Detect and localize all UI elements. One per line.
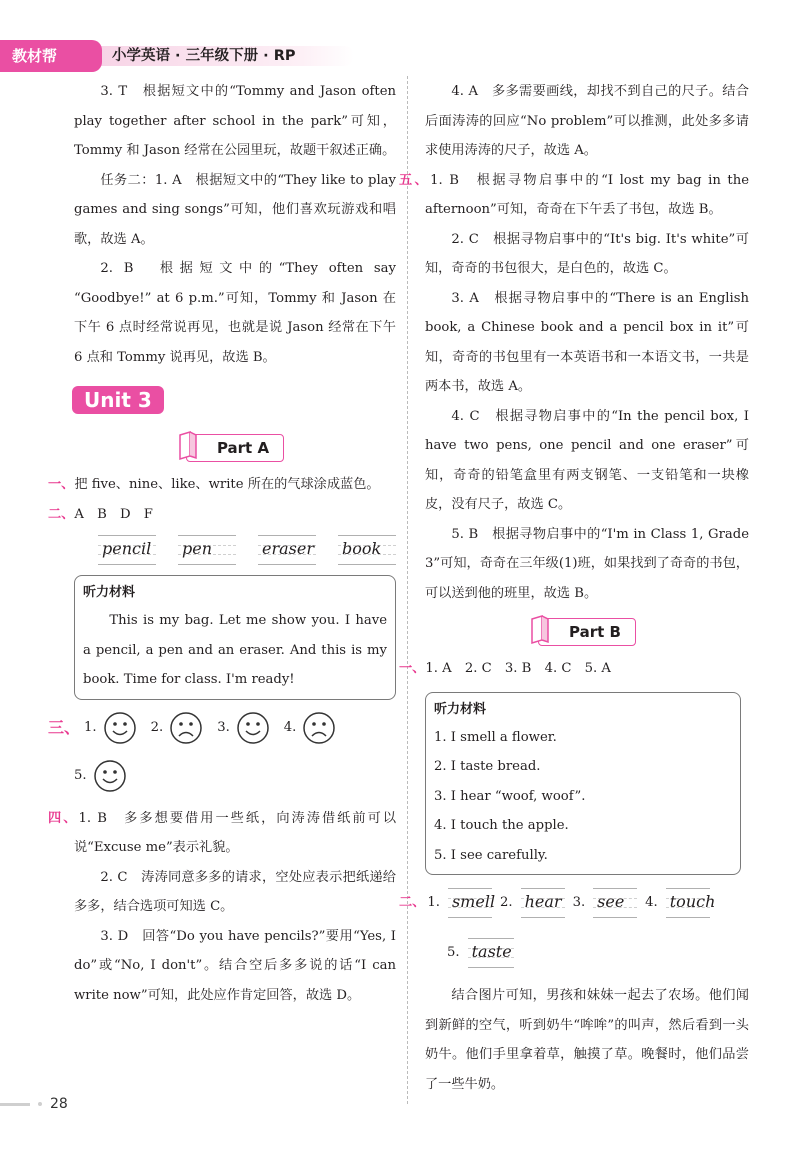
written-word: smell (451, 892, 496, 911)
listening-line: 2. I taste bread. (434, 759, 541, 774)
book-icon (529, 615, 551, 645)
book-icon (177, 431, 199, 461)
happy-face-icon (93, 759, 127, 793)
sad-face-icon (169, 711, 203, 745)
answer-paragraph: 2. C 根据寻物启事中的“It's big. It's white”可知，奇奇的书包很大，是白色的，故选 C。 (425, 231, 749, 276)
writing-line (258, 535, 316, 565)
face-item (217, 708, 270, 748)
answer-paragraph: 4. C 根据寻物启事中的“In the pencil box, I have two pens, one pencil and one eraser”可知，奇奇的铅笔盒里有两支钢笔、一支铅笔和一块橡皮，没有尺子，故选 C。 (425, 408, 749, 512)
word-number: 5. (447, 945, 460, 960)
listening-title: 听力材料 (434, 701, 487, 717)
listening-box (74, 575, 396, 700)
written-word: hear (524, 892, 562, 911)
face-item (284, 708, 337, 748)
word-number: 3. (572, 895, 586, 910)
part-b-label: Part B (569, 623, 621, 641)
answer-paragraph: 3. T 根据短文中的“Tommy and Jason often play together after school in the park”可知，Tommy 和 Jason 经常在公园里玩，故题干叙述正确。 (74, 84, 396, 158)
writing-line (666, 888, 716, 918)
section-1-mark: 一、 (48, 477, 75, 492)
word-number: 4. (645, 895, 658, 910)
part-b-section-2-mark: 二、 (399, 895, 426, 910)
face-number: 5. (74, 767, 87, 783)
face-number: 4. (283, 719, 297, 735)
writing-line (98, 535, 156, 565)
answer-paragraph: 任务二：1. A 根据短文中的“They like to play games and sing songs”可知，他们喜欢玩游戏和唱歌，故选 A。 (74, 172, 396, 247)
written-word: pencil (102, 539, 152, 558)
face-item (151, 708, 204, 748)
writing-line (593, 888, 637, 918)
answer-paragraph: 3. D 回答“Do you have pencils?”要用“Yes, I do”或“No, I don't”。结合空后多多说的话“I can write now”可知，此处应作肯定回答，故选 D。 (74, 928, 396, 1003)
written-word: eraser (262, 539, 314, 558)
listening-line: 4. I touch the apple. (434, 818, 569, 833)
part-b-word-row (399, 883, 749, 923)
answer-paragraph: 2. B 根据短文中的“They often say “Goodbye!” at 6 p.m.”可知，Tommy 和 Jason 在下午 6 点时经常说再见，也就是说 Jason 经常在下午 6 点和 Tommy 说再见，故选 B。 (74, 261, 396, 365)
page-footer (0, 1096, 68, 1112)
writing-line (338, 535, 396, 565)
face-number: 2. (150, 719, 164, 735)
written-word: book (342, 539, 382, 558)
section-5-mark: 五、 (399, 172, 431, 188)
face-answers (74, 756, 396, 796)
face-item (74, 756, 127, 796)
answer-paragraph: 4. A 多多需要画线，却找不到自己的尺子。结合后面涛涛的回应“No problem”可以推测，此处多多请求使用涛涛的尺子，故选 A。 (425, 84, 749, 158)
right-column (399, 77, 749, 1099)
listening-text: This is my bag. Let me show you. I have a pencil, a pen and an eraser. And this is my book. Time for class. I'm ready! (83, 613, 387, 687)
section-4-mark: 四、 (48, 810, 79, 826)
section-3-mark: 三、 (48, 717, 81, 737)
written-word: see (597, 892, 625, 911)
writing-line (468, 938, 514, 968)
face-number: 3. (217, 719, 230, 735)
part-b-word-row (447, 933, 749, 973)
page-number: 28 (50, 1096, 68, 1112)
word-number: 1. (427, 895, 440, 910)
footer-dot (38, 1102, 42, 1106)
sad-face-icon (302, 711, 336, 745)
listening-line: 1. I smell a flower. (434, 729, 557, 745)
answer-paragraph: 1. B 根据寻物启事中的“I lost my bag in the afternoon”可知，奇奇在下午丢了书包，故选 B。 (425, 172, 749, 217)
face-item (84, 708, 137, 748)
face-answers (48, 708, 396, 748)
listening-line: 3. I hear “woof, woof”. (434, 788, 586, 804)
part-a-heading (74, 434, 396, 462)
book-title: 小学英语 · 三年级下册 · RP (112, 48, 296, 64)
part-b-section-1-answer: 1. A 2. C 3. B 4. C 5. A (425, 661, 611, 676)
listening-line: 5. I see carefully. (434, 847, 548, 863)
unit-heading: Unit 3 (72, 386, 164, 414)
section-1-answer: 把 five、nine、like、write 所在的气球涂成蓝色。 (74, 477, 380, 492)
listening-title: 听力材料 (83, 585, 136, 600)
column-divider (407, 76, 408, 1104)
writing-line (448, 888, 496, 918)
answer-paragraph: 3. A 根据寻物启事中的“There is an English book, a Chinese book and a pencil box in it”可知，奇奇的书包里有一本英语书和一本语文书，一共是两本书，故选 A。 (425, 290, 749, 394)
written-word: taste (471, 942, 512, 961)
written-word: touch (669, 892, 716, 911)
answer-paragraph: 2. C 涛涛同意多多的请求，空处应表示把纸递给多多，结合选项可知选 C。 (74, 869, 396, 914)
section-2-mark: 二、 (48, 506, 75, 522)
brand-tab: 教材帮 (0, 40, 102, 72)
word-writing-lines (98, 535, 396, 565)
answer-paragraph: 5. B 根据寻物启事中的“I'm in Class 1, Grade 3”可知，奇奇在三年级(1)班，如果找到了奇奇的书包，可以送到他的班里，故选 B。 (425, 526, 749, 601)
face-number: 1. (84, 719, 97, 735)
part-b-heading (425, 618, 749, 646)
happy-face-icon (103, 711, 137, 745)
writing-line (178, 535, 236, 565)
answer-paragraph: 1. B 多多想要借用一些纸，向涛涛借纸前可以说“Excuse me”表示礼貌。 (74, 810, 397, 855)
part-b-section-1-mark: 一、 (399, 661, 426, 676)
answer-paragraph: 结合图片可知，男孩和妹妹一起去了农场。他们闻到新鲜的空气，听到奶牛“哞哞”的叫声，然后看到一头奶牛。他们手里拿着草，触摸了草。晚餐时，他们品尝了一些牛奶。 (425, 988, 749, 1092)
happy-face-icon (236, 711, 270, 745)
writing-line (521, 888, 565, 918)
left-column (48, 77, 397, 1010)
listening-box (425, 692, 741, 876)
footer-bar (0, 1103, 30, 1106)
page-header (0, 40, 380, 72)
part-a-label: Part A (216, 439, 270, 457)
section-2-answer: A B D F (74, 506, 153, 522)
word-number: 2. (499, 895, 513, 910)
written-word: pen (182, 539, 213, 558)
